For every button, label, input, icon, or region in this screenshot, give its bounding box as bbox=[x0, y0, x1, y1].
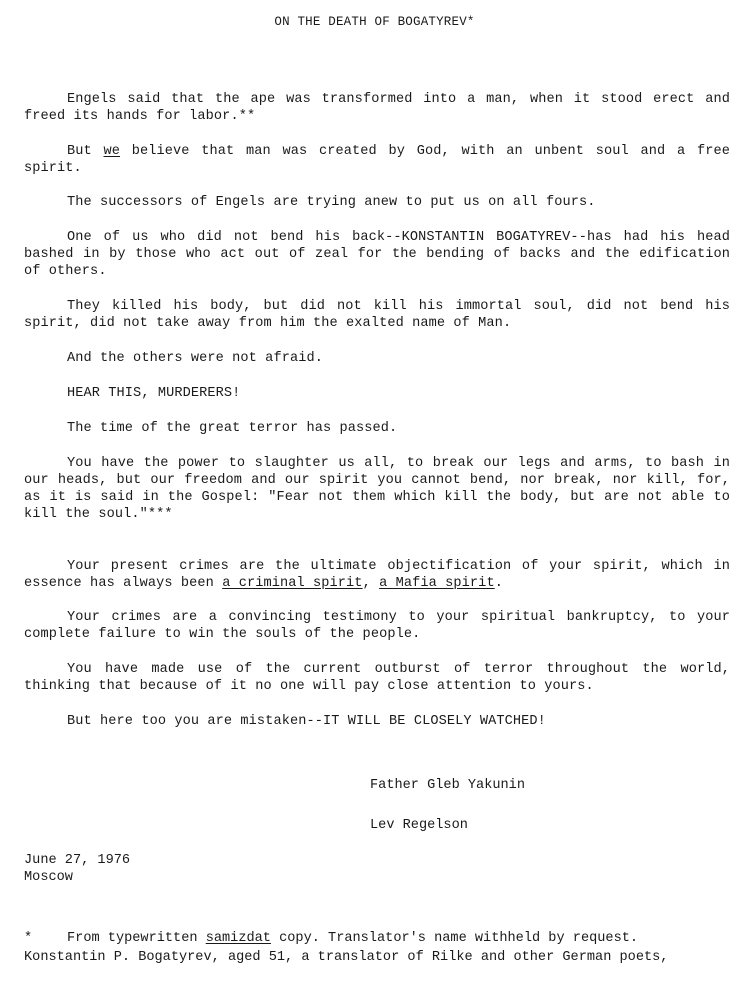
paragraph-text: Your present crimes are the ultimate objectification of your spirit, which in essence has always been bbox=[24, 559, 730, 591]
paragraph-text: . bbox=[494, 576, 503, 591]
dateline-date: June 27, 1976 bbox=[24, 853, 131, 868]
paragraph-others-not-afraid: And the others were not afraid. bbox=[67, 351, 323, 366]
underlined-mafia-spirit: a Mafia spirit bbox=[379, 576, 495, 591]
footnote-line-2: Konstantin P. Bogatyrev, aged 51, a translator of Rilke and other German poets, bbox=[24, 950, 669, 965]
paragraph-current-outburst: You have made use of the current outburst of terror throughout the world, thinking that because of it no one will pay close attention to yours. bbox=[24, 662, 730, 694]
signature-regelson: Lev Regelson bbox=[370, 818, 468, 833]
paragraph-engels: Engels said that the ape was transformed into a man, when it stood erect and freed its hands for labor.** bbox=[24, 92, 730, 124]
footnote-line-1 bbox=[24, 929, 736, 948]
underlined-criminal-spirit: a criminal spirit bbox=[222, 576, 363, 591]
signature-yakunin: Father Gleb Yakunin bbox=[370, 778, 525, 793]
footnote-mark: * bbox=[24, 931, 33, 946]
paragraph-hear-this: HEAR THIS, MURDERERS! bbox=[67, 386, 241, 401]
paragraph-killed-body: They killed his body, but did not kill his immortal soul, did not bend his spirit, did not take away from him the exalted name of Man. bbox=[24, 299, 730, 331]
paragraph-text: believe that man was created by God, with an unbent soul and a free spirit. bbox=[24, 144, 731, 176]
paragraph-closely-watched: But here too you are mistaken--IT WILL BE CLOSELY WATCHED! bbox=[67, 714, 546, 729]
paragraph-text: But bbox=[67, 144, 104, 159]
paragraph-text: , bbox=[362, 576, 380, 591]
paragraph-but-we-believe bbox=[24, 143, 730, 177]
footnote-text: copy. Translator's name withheld by request. bbox=[270, 931, 639, 946]
underlined-samizdat: samizdat bbox=[205, 931, 271, 946]
paragraph-present-crimes bbox=[24, 558, 730, 592]
paragraph-one-of-us: One of us who did not bend his back--KONSTANTIN BOGATYREV--has had his head bashed in by those who act out of zeal for the bending of backs and the edification of others. bbox=[24, 230, 730, 279]
paragraph-great-terror: The time of the great terror has passed. bbox=[67, 421, 398, 436]
paragraph-testimony: Your crimes are a convincing testimony to your spiritual bankruptcy, to your complete failure to win the souls of the people. bbox=[24, 610, 730, 642]
paragraph-successors: The successors of Engels are trying anew to put us on all fours. bbox=[67, 195, 596, 210]
paragraph-power-to-slaughter: You have the power to slaughter us all, to break our legs and arms, to bash in our heads, but our freedom and our spirit you cannot bend, nor break, nor kill, for, as it is said in the Gospel: "Fear not them which kill the body, but are not able to kill the soul."*** bbox=[24, 456, 730, 522]
dateline-place: Moscow bbox=[24, 870, 73, 885]
footnote-text: From typewritten bbox=[67, 931, 206, 946]
dateline bbox=[24, 852, 130, 886]
document-title: ON THE DEATH OF BOGATYREV* bbox=[274, 15, 475, 29]
underlined-we: we bbox=[103, 144, 121, 159]
